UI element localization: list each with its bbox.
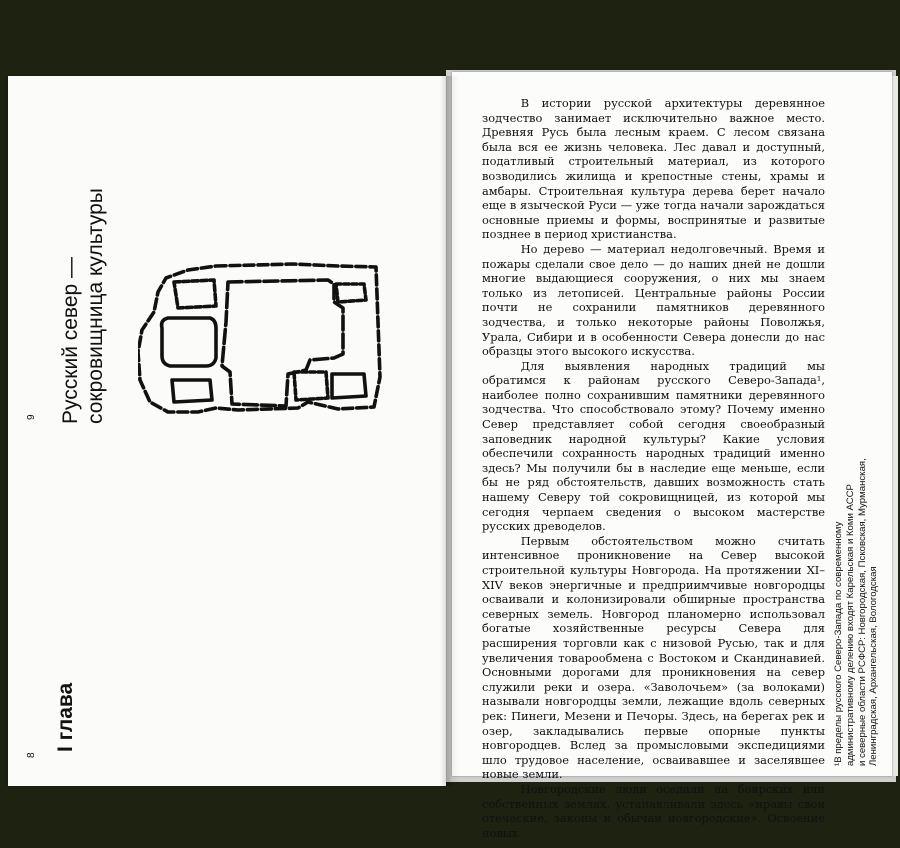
book-gutter (440, 76, 460, 786)
footnote-line-2: административному делению входят Карельская и Коми АССР (844, 484, 856, 766)
footnote (833, 458, 880, 766)
page-number-top: 9 (26, 414, 37, 420)
paragraph-5: Новгородские люди оседали на боярских или собственных землях, устанавливали здесь «нравы свои отеческие, законы и обычаи новгородские». Освоение новых (482, 781, 825, 840)
chapter-title-line1: Русский север — (59, 256, 82, 424)
church-floor-plan-illustration (138, 262, 388, 422)
chapter-heading: I глава (54, 682, 77, 752)
chapter-title-line2: сокровищница культуры (84, 188, 107, 424)
footnote-line-1: ¹В пределы русского Северо-Запада по современному (833, 521, 844, 766)
paragraph-3: Для выявления народных традиций мы обратимся к районам русского Северо-Запада¹, наиболее полно сохранившим памятники деревянного зодчества. Что способствовало этому? Почему именно Север представляет собой сегодня своеобразный заповедник народной культуры? Какие условия обеспечили сохранность народных традиций именно здесь? Мы получили бы в наследие еще меньше, если бы не ряд обстоятельств, давших возможность стать нашему Северу той сокровищницей, из которой мы сегодня черпаем сведения о высоком мастерстве русских древоделов. (482, 358, 825, 534)
body-text (482, 96, 825, 840)
page-number-bottom: 8 (26, 752, 37, 758)
footnote-line-4: Ленинградская, Архангельская, Вологодская (868, 566, 880, 766)
paragraph-2: Но дерево — материал недолговечный. Время и пожары сделали свое дело — до наших дней не дошли многие выдающиеся сооружения, о них мы знаем только из летописей. Центральные районы России почти не сохранили памятников деревянного зодчества, и только некоторые районы Поволжья, Урала, Сибири и в особенности Севера донесли до нас образцы этого высокого искусства. (482, 241, 825, 359)
paragraph-1: В истории русской архитектуры деревянное зодчество занимает исключительно важное место. Древняя Русь была лесным краем. С лесом связана была вся ее жизнь человека. Лес давал и доступный, податливый строительный материал, из которого возводились жилища и крепостные стены, храмы и амбары. Строительная культура дерева берет начало еще в языческой Руси — уже тогда начали зарождаться основные приемы и формы, воспринятые и развитые позднее в период христианства. (482, 96, 825, 242)
footnote-line-3: и северные области РСФСР: Новгородская, Псковская, Мурманская, (856, 458, 868, 766)
left-page (8, 76, 446, 786)
page-stack-edge-outer (892, 76, 898, 776)
paragraph-4: Первым обстоятельством можно считать интенсивное проникновение на Север высокой строительной культуры Новгорода. На протяжении XI–XIV веков энергичные и предприимчивые новгородцы осваивали и колонизировали обширные пространства северных земель. Новгород планомерно использовал богатые хозяйственные ресурсы Севера для расширения торговли как с низовой Русью, так и для увеличения товарообмена с Востоком и Скандинавией. Основными дорогами для проникновения на север служили реки и озера. «Заволочьем» (за волоками) называли новгородцы земли, лежащие вдоль северных рек: Пинеги, Мезени и Печоры. Здесь, на берегах рек и озер, закладывались первые опорные пункты новгородцев. Вслед за промысловыми экспедициями шло трудовое население, осваивавшее и заселявшее новые земли. (482, 533, 825, 782)
